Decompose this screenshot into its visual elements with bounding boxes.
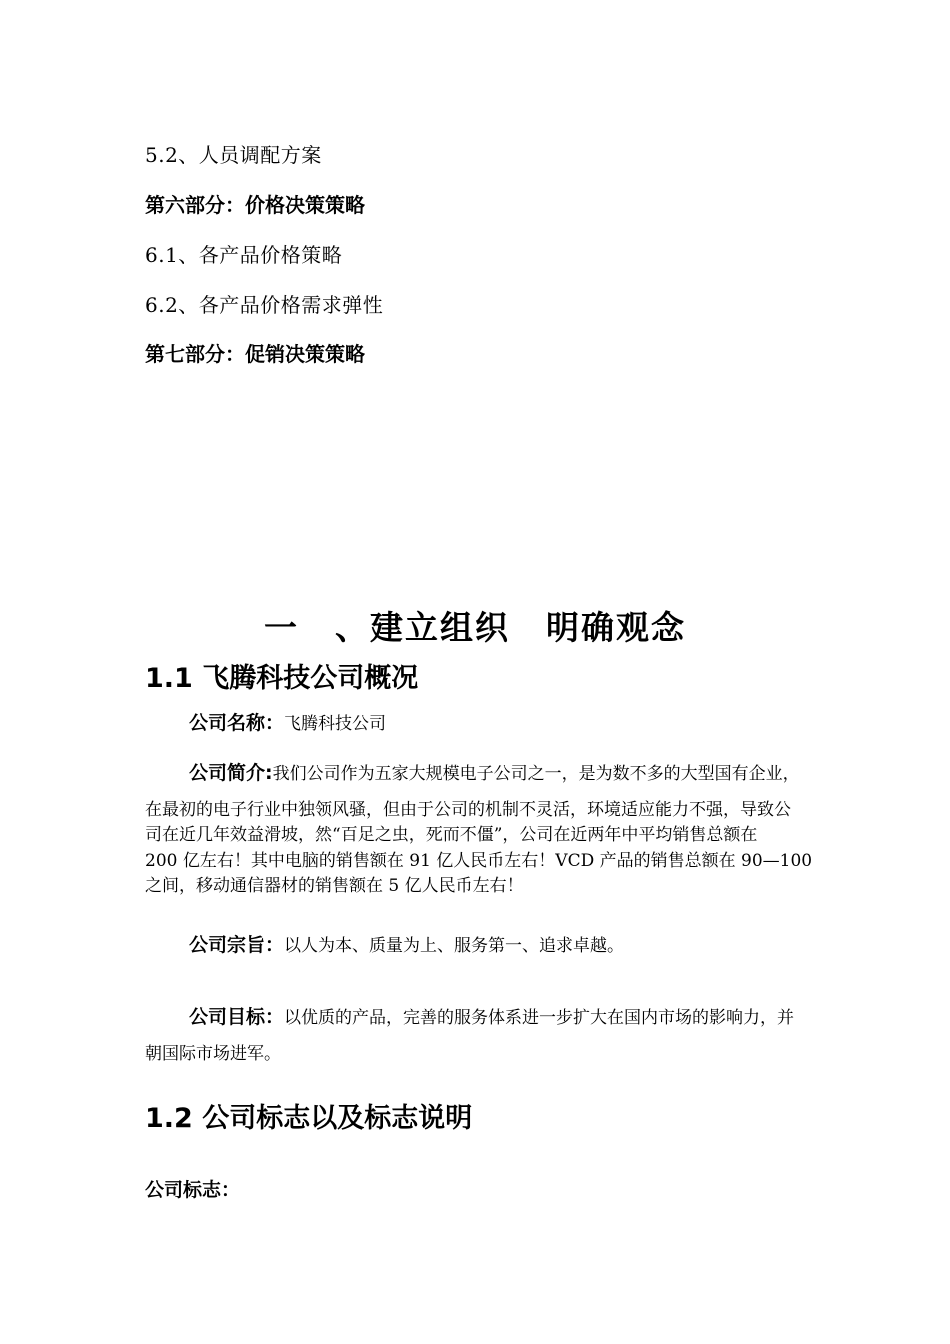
toc-part-6: 第六部分：价格决策策略 (145, 193, 365, 217)
company-goal-label: 公司目标： (189, 1006, 285, 1028)
chapter-title-part-b: 明确观念 (546, 608, 686, 647)
company-goal-line-2: 朝国际市场进军。 (145, 1044, 281, 1064)
company-intro-label: 公司简介: (189, 762, 273, 784)
company-tenet-paragraph (145, 934, 924, 957)
company-tenet-label: 公司宗旨： (189, 934, 285, 956)
section-1-1-title: 1.1 飞腾科技公司概况 (145, 663, 419, 694)
toc-item-5-2: 5.2、人员调配方案 (145, 143, 322, 167)
company-logo-label: 公司标志： (145, 1179, 241, 1201)
company-goal-line-1 (145, 1006, 924, 1029)
chapter-number: 一 (264, 608, 299, 647)
company-intro-text-1: 我们公司作为五家大规模电子公司之一，是为数不多的大型国有企业， (272, 764, 800, 784)
company-intro-line-4: 200 亿左右！其中电脑的销售额在 91 亿人民币左右！VCD 产品的销售总额在 90—100 (145, 851, 813, 871)
company-name-paragraph (145, 712, 924, 735)
chapter-title-part-a: 、建立组织 (335, 608, 510, 647)
company-intro-line-3: 司在近几年效益滑坡，然“百足之虫，死而不僵”，公司在近两年中平均销售总额在 (145, 825, 758, 845)
chapter-title (0, 602, 950, 649)
toc-item-6-1: 6.1、各产品价格策略 (145, 243, 343, 267)
toc-item-6-2: 6.2、各产品价格需求弹性 (145, 293, 384, 317)
company-intro-line-1 (145, 762, 924, 785)
toc-part-7: 第七部分：促销决策策略 (145, 342, 365, 366)
company-tenet-value: 以人为本、质量为上、服务第一、追求卓越。 (284, 936, 625, 956)
company-intro-line-2: 在最初的电子行业中独领风骚，但由于公司的机制不灵活，环境适应能力不强，导致公 (145, 800, 791, 820)
company-name-label: 公司名称： (189, 712, 285, 734)
company-name-value: 飞腾科技公司 (284, 714, 387, 734)
section-1-2-title: 1.2 公司标志以及标志说明 (145, 1103, 473, 1134)
company-goal-text-1: 以优质的产品，完善的服务体系进一步扩大在国内市场的影响力，并 (284, 1008, 795, 1028)
company-intro-line-5: 之间，移动通信器材的销售额在 5 亿人民币左右！ (145, 876, 524, 896)
